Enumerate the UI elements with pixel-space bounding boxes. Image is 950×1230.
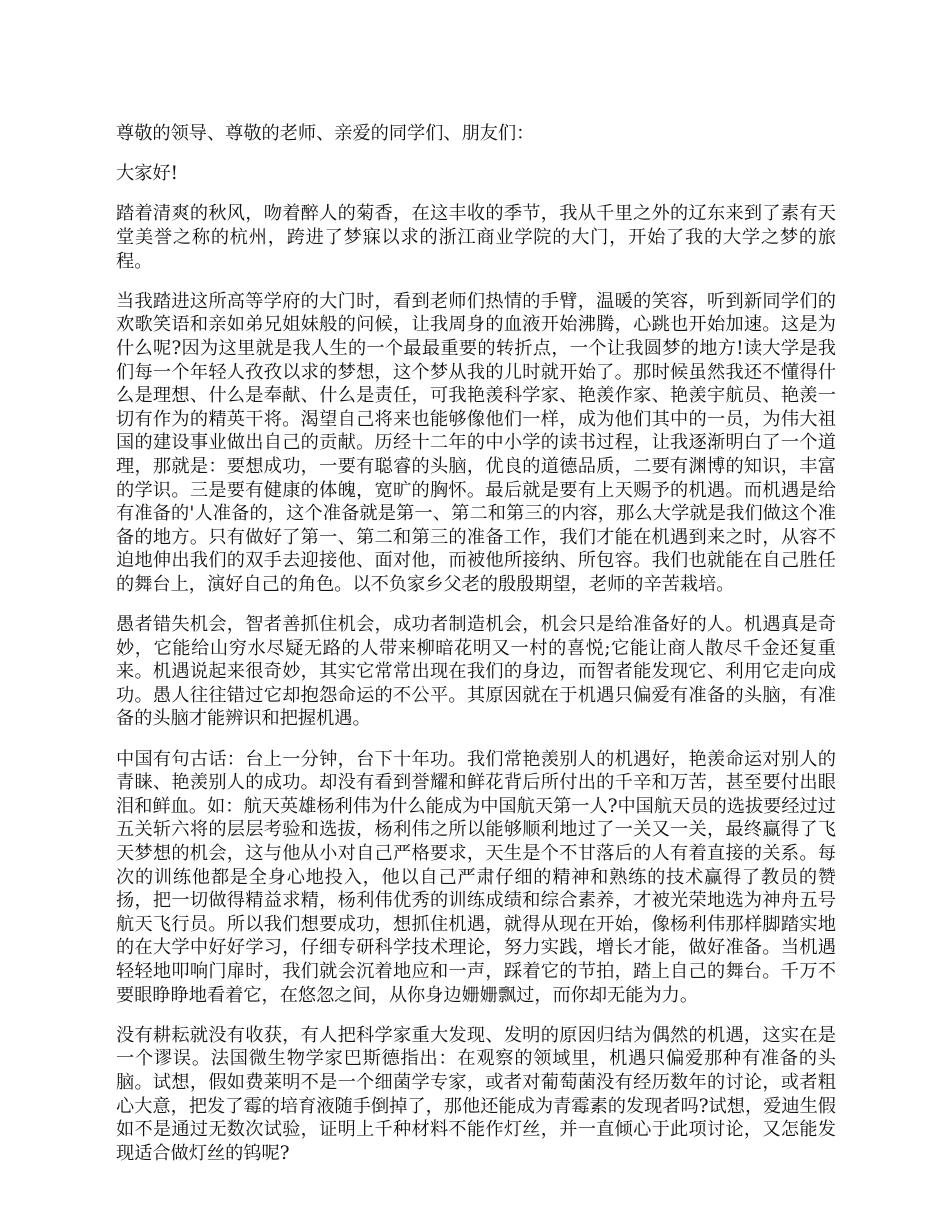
paragraph-opportunity: 愚者错失机会，智者善抓住机会，成功者制造机会，机会只是给准备好的人。机遇真是奇妙，它能给山穷水尽疑无路的人带来柳暗花明又一村的喜悦;它能让商人散尽千金还复重来。机遇说起来很奇妙，其实它常常出现在我们的身边，而智者能发现它、利用它走向成功。愚人往往错过它却抱怨命运的不公平。其原因就在于机遇只偏爱有准备的头脑，有准备的头脑才能辨识和把握机遇。 [116,614,836,730]
salutation-line: 大家好! [116,163,178,185]
paragraph-arrival: 踏着清爽的秋风，吻着醉人的菊香，在这丰收的季节，我从千里之外的辽东来到了素有天堂美誉之称的杭州，跨进了梦寐以求的浙江商业学院的大门，开始了我的大学之梦的旅程。 [116,203,836,272]
paragraph-university-dream: 当我踏进这所高等学府的大门时，看到老师们热情的手臂，温暖的笑容，听到新同学们的欢歌笑语和亲如弟兄姐妹般的问候，让我周身的血液开始沸腾，心跳也开始加速。这是为什么呢?因为这里就是我人生的一个最最重要的转折点，一个让我圆梦的地方!读大学是我们每一个年轻人孜孜以求的梦想，这个梦从我的儿时就开始了。那时候虽然我还不懂得什么是理想、什么是奉献、什么是责任，可我艳羡科学家、艳羡作家、艳羡宇航员、艳羡一切有作为的精英干将。渴望自己将来也能够像他们一样，成为他们其中的一员，为伟大祖国的建设事业做出自己的贡献。历经十二年的中小学的读书过程，让我逐渐明白了一个道理，那就是：要想成功，一要有聪睿的头脑，优良的道德品质，二要有渊博的知识，丰富的学识。三是要有健康的体魄，宽旷的胸怀。最后就是要有上天赐予的机遇。而机遇是给有准备的'人准备的，这个准备就是第一、第二和第三的内容，那么大学就是我们做这个准备的地方。只有做好了第一、第二和第三的准备工作，我们才能在机遇到来之时，从容不迫地伸出我们的双手去迎接他、面对他，而被他所接纳、所包容。我们也就能在自己胜任的舞台上，演好自己的角色。以不负家乡父老的殷殷期望，老师的辛苦栽培。 [116,290,836,595]
paragraph-science-discovery: 没有耕耘就没有收获，有人把科学家重大发现、发明的原因归结为偶然的机遇，这实在是一个谬误。法国微生物学家巴斯德指出：在观察的领域里，机遇只偏爱那种有准备的头脑。试想，假如费莱明不是一个细菌学专家，或者对葡萄菌没有经历数年的讨论，或者粗心大意，把发了霉的培育液随手倒掉了，那他还能成为青霉素的发现者吗?试想，爱迪生假如不是通过无数次试验，证明上千种材料不能作灯丝，并一直倾心于此项讨论，又怎能发现适合做灯丝的钨呢? [116,1024,836,1164]
paragraph-yang-liwei: 中国有句古话：台上一分钟，台下十年功。我们常艳羡别人的机遇好，艳羡命运对别人的青睐、艳羡别人的成功。却没有看到誉耀和鲜花背后所付出的千辛和万苦，甚至要付出眼泪和鲜血。如：航天英雄杨利伟为什么能成为中国航天第一人?中国航天员的选拔要经过过五关斩六将的层层考验和选拔，杨利伟之所以能够顺利地过了一关又一关，最终赢得了飞天梦想的机会，这与他从小对自己严格要求，天生是个不甘落后的人有着直接的关系。每次的训练他都是全身心地投入，他以自己严肃仔细的精神和熟练的技术赢得了教员的赞扬，把一切做得精益求精，杨利伟优秀的训练成绩和综合素养，才被光荣地选为神舟五号航天飞行员。所以我们想要成功，想抓住机遇，就得从现在开始，像杨利伟那样脚踏实地的在大学中好好学习，仔细专研科学技术理论，努力实践，增长才能，做好准备。当机遇轻轻地叩响门扉时，我们就会沉着地应和一声，踩着它的节拍，踏上自己的舞台。千万不要眼睁睁地看着它，在悠忽之间，从你身边姗姗飘过，而你却无能为力。 [116,748,836,1006]
greeting-line: 尊敬的领导、尊敬的老师、亲爱的同学们、朋友们： [116,123,535,144]
document-body [116,122,836,1165]
